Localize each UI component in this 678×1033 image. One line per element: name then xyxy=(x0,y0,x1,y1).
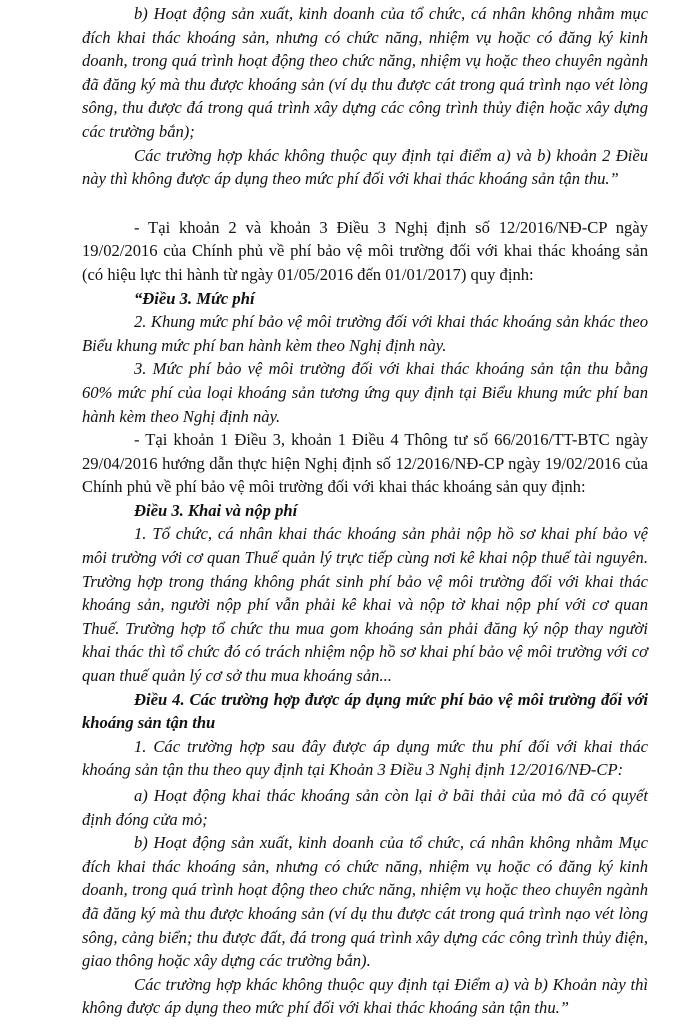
paragraph-clause-2: 2. Khung mức phí bảo vệ môi trường đối với khai thác khoáng sản khác theo Biểu khung mức phí ban hành kèm theo Nghị định này. xyxy=(82,312,648,355)
paragraph-other-cases: Các trường hợp khác không thuộc quy định tại điểm a) và b) khoản 2 Điều này thì không được áp dụng theo mức phí đối với khai thác khoáng sản tận thu.” xyxy=(82,145,648,189)
article-3-heading: “Điều 3. Mức phí xyxy=(134,288,255,308)
paragraph-declare-fee: 1. Tổ chức, cá nhân khai thác khoáng sản phải nộp hồ sơ khai phí bảo vệ môi trường với cơ quan Thuế quản lý trực tiếp cùng nơi kê khai nộp thuế tài nguyên. Trường hợp trong tháng không phát sinh phí bảo vệ môi trường đối với khai thác khoáng sản, người nộp phí vẫn phải kê khai và nộp tờ khai nộp phí với cơ quan Thuế. Trường hợp tổ chức thu mua gom khoáng sản phải đăng ký nộp thay người khai thác thì tổ chức đó có trách nhiệm nộp hồ sơ khai phí bảo vệ môi trường với cơ quan thuế quản lý cơ sở thu mua khoáng sản... xyxy=(82,524,648,686)
paragraph-article-4-point-a: a) Hoạt động khai thác khoáng sản còn lại ở bãi thải của mỏ đã có quyết định đóng cửa mỏ; xyxy=(82,786,648,829)
article-3-declare-heading: Điều 3. Khai và nộp phí xyxy=(134,500,298,520)
article-4-heading: Điều 4. Các trường hợp được áp dụng mức phí bảo vệ môi trường đối với khoáng sản tận thu xyxy=(82,689,648,733)
paragraph-article-4-other-cases: Các trường hợp khác không thuộc quy định tại Điểm a) và b) Khoản này thì không được áp dụng theo mức phí đối với khai thác khoáng sản tận thu.” xyxy=(82,974,648,1018)
paragraph-point-b: b) Hoạt động sản xuất, kinh doanh của tổ chức, cá nhân không nhằm mục đích khai thác khoáng sản, nhưng có chức năng, nhiệm vụ hoặc có đăng ký kinh doanh, trong quá trình hoạt động theo chức năng, nhiệm vụ hoặc theo chuyên ngành đã đăng ký mà thu được khoáng sản (ví dụ thu được cát trong quá trình nạo vét lòng sông, thu được đá trong quá trình xây dựng các công trình thủy điện hoặc xây dựng các trường bắn); xyxy=(82,4,648,141)
paragraph-circular-citation: - Tại khoản 1 Điều 3, khoản 1 Điều 4 Thông tư số 66/2016/TT-BTC ngày 29/04/2016 hướng dẫn thực hiện Nghị định số 12/2016/NĐ-CP ngày 19/02/2016 của Chính phủ về phí bảo vệ môi trường đối với khai thác khoáng sản quy định: xyxy=(82,430,648,497)
paragraph-article-4-point-b: b) Hoạt động sản xuất, kinh doanh của tổ chức, cá nhân không nhằm Mục đích khai thác khoáng sản, nhưng có chức năng, nhiệm vụ hoặc có đăng ký kinh doanh, trong quá trình hoạt động theo chức năng, nhiệm vụ hoặc theo chuyên ngành đã đăng ký mà thu được khoáng sản (ví dụ thu được cát trong quá trình nạo vét lòng sông, cảng biển; thu được đất, đá trong quá trình xây dựng các công trình thủy điện, giao thông hoặc xây dựng các trường bắn). xyxy=(82,833,648,971)
paragraph-article-4-clause-1: 1. Các trường hợp sau đây được áp dụng mức thu phí đối với khai thác khoáng sản tận thu theo quy định tại Khoản 3 Điều 3 Nghị định 12/2016/NĐ-CP: xyxy=(82,736,648,780)
paragraph-decree-citation: - Tại khoản 2 và khoản 3 Điều 3 Nghị định số 12/2016/NĐ-CP ngày 19/02/2016 của Chính phủ về phí bảo vệ môi trường đối với khai thác khoáng sản (có hiệu lực thi hành từ ngày 01/05/2016 đến 01/01/2017) quy định: xyxy=(82,217,648,284)
paragraph-clause-3: 3. Mức phí bảo vệ môi trường đối với khai thác khoáng sản tận thu bằng 60% mức phí của loại khoáng sản tương ứng quy định tại Biểu khung mức phí ban hành kèm theo Nghị định này. xyxy=(82,359,648,426)
